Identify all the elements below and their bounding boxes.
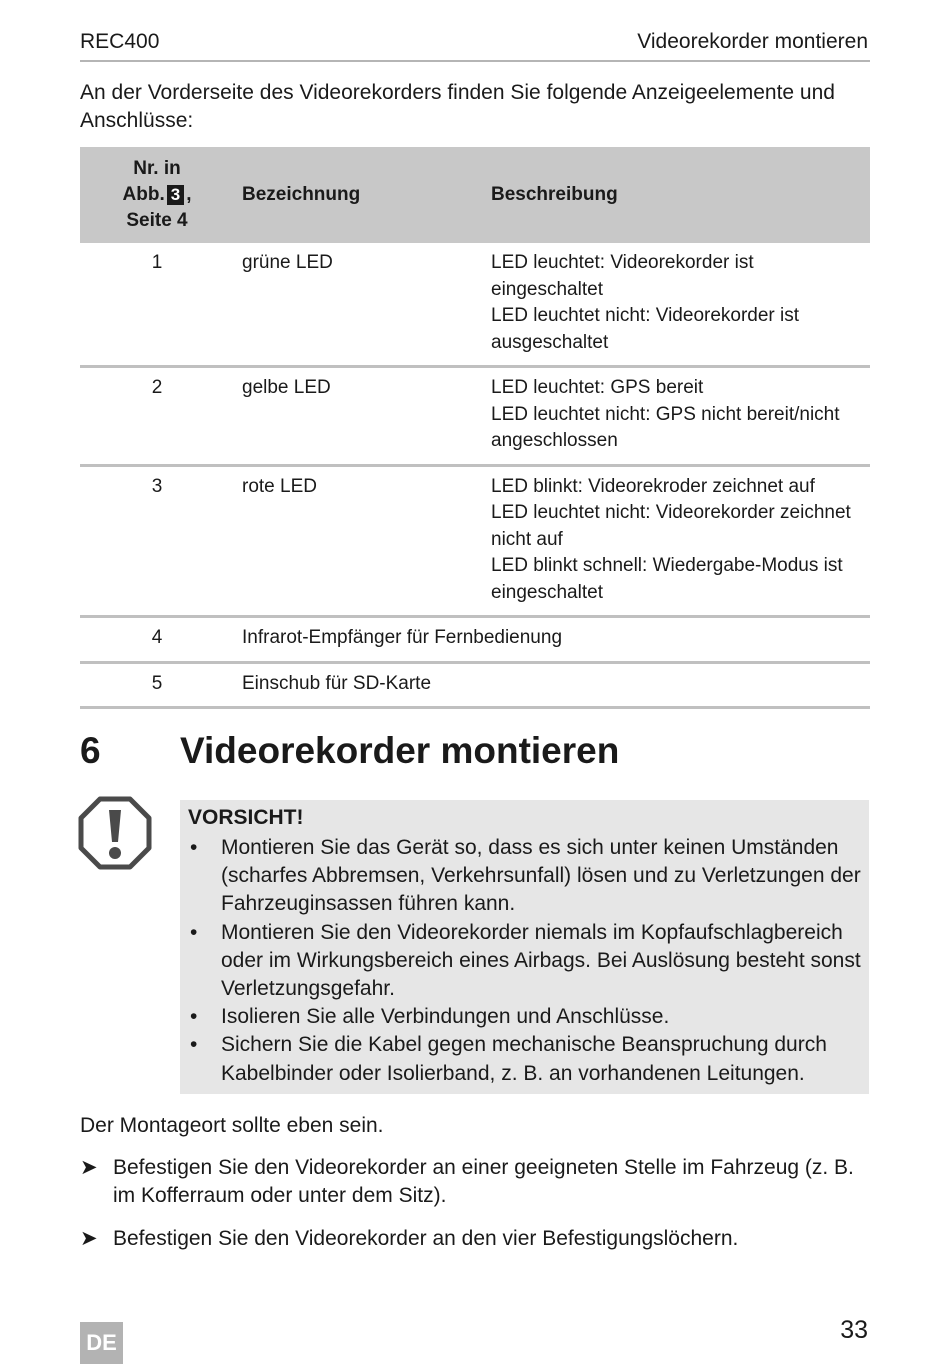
row-name: Infrarot-Empfänger für Fernbedienung	[234, 617, 870, 663]
table-row	[80, 465, 870, 617]
intro-paragraph: An der Vorderseite des Videorekorders finden Sie folgende Anzeigeelemente und Anschlüsse:	[80, 81, 835, 132]
desc-line: LED leuchtet nicht: Videorekorder zeichnet nicht auf	[491, 502, 851, 550]
list-item-text: Sichern Sie die Kabel gegen mechanische Beanspruchung durch Kabelbinder oder Isolierband, z. B. an vorhandenen Leitungen.	[221, 1033, 827, 1085]
row-desc	[491, 367, 870, 466]
header-nr-comma: ,	[186, 184, 192, 205]
caution-box	[180, 800, 869, 1094]
list-item-text: Isolieren Sie alle Verbindungen und Anschlüsse.	[221, 1005, 670, 1029]
table-header-row	[80, 147, 870, 243]
indicator-table	[80, 147, 870, 709]
row-nr: 3	[80, 465, 234, 617]
row-name: grüne LED	[234, 243, 491, 367]
row-nr: 4	[80, 617, 234, 663]
language-badge: DE	[80, 1322, 123, 1364]
row-nr: 2	[80, 367, 234, 466]
header-nr-line3: Seite 4	[126, 210, 188, 231]
list-item: • Montieren Sie das Gerät so, dass es sich unter keinen Umständen (scharfes Abbremsen, Verkehrsunfall) lösen und zu Verletzungen der Fahrzeuginsassen führen kann.	[190, 836, 861, 916]
desc-line: LED leuchtet: Videorekorder ist eingeschaltet	[491, 252, 754, 300]
list-item-text: Montieren Sie das Gerät so, dass es sich unter keinen Umständen (scharfes Abbremsen, Verkehrsunfall) lösen und zu Verletzungen der Fahrzeuginsassen führen kann.	[221, 836, 861, 916]
desc-line: LED leuchtet: GPS bereit	[491, 377, 704, 398]
page-header-right: Videorekorder montieren	[637, 30, 868, 53]
header-nr	[80, 147, 234, 243]
warning-octagon-icon	[78, 796, 152, 870]
row-desc	[491, 465, 870, 617]
instruction-step	[80, 1225, 870, 1253]
header-nr-line1: Nr. in	[133, 158, 181, 179]
mounting-note: Der Montageort sollte eben sein.	[80, 1114, 384, 1137]
row-nr: 1	[80, 243, 234, 367]
table-row	[80, 243, 870, 367]
row-desc	[491, 243, 870, 367]
page-number: 33	[840, 1316, 868, 1344]
header-name: Bezeichnung	[234, 147, 491, 243]
desc-line: LED blinkt schnell: Wiedergabe-Modus ist eingeschaltet	[491, 555, 843, 603]
page-header-left: REC400	[80, 30, 160, 53]
row-nr: 5	[80, 662, 234, 708]
caution-title: VORSICHT!	[188, 806, 304, 829]
desc-line: LED leuchtet nicht: Videorekorder ist ausgeschaltet	[491, 305, 800, 353]
list-item: • Isolieren Sie alle Verbindungen und Anschlüsse.	[190, 1005, 670, 1029]
caution-list	[188, 834, 861, 1088]
list-item-text: Montieren Sie den Videorekorder niemals im Kopfaufschlagbereich oder im Wirkungsbereich eines Airbags. Bei Auslösung besteht sonst Verletzungsgefahr.	[221, 920, 861, 1001]
list-item: • Sichern Sie die Kabel gegen mechanische Beanspruchung durch Kabelbinder oder Isolierband, z. B. an vorhandenen Leitungen.	[190, 1033, 827, 1085]
desc-line: LED blinkt: Videorekroder zeichnet auf	[491, 475, 815, 497]
figure-ref-badge: 3	[167, 185, 184, 205]
row-name: Einschub für SD-Karte	[234, 662, 870, 708]
table-row	[80, 367, 870, 466]
header-rule	[80, 60, 870, 62]
arrow-icon: ➤	[80, 1227, 98, 1250]
instruction-step	[80, 1154, 870, 1210]
header-desc: Beschreibung	[491, 147, 870, 243]
section-title: Videorekorder montieren	[180, 730, 620, 771]
step-text: Befestigen Sie den Videorekorder an den vier Befestigungslöchern.	[113, 1227, 739, 1250]
table-row	[80, 617, 870, 663]
list-item: • Montieren Sie den Videorekorder niemals im Kopfaufschlagbereich oder im Wirkungsbereich eines Airbags. Bei Auslösung besteht sonst Verletzungsgefahr.	[190, 920, 861, 1001]
table-row	[80, 662, 870, 708]
arrow-icon: ➤	[80, 1156, 98, 1179]
row-name: gelbe LED	[234, 367, 491, 466]
header-nr-abb: Abb.	[122, 184, 165, 205]
desc-line: LED leuchtet nicht: GPS nicht bereit/nicht angeschlossen	[491, 403, 840, 451]
step-text: Befestigen Sie den Videorekorder an einer geeigneten Stelle im Fahrzeug (z. B. im Kofferraum oder unter dem Sitz).	[113, 1156, 854, 1207]
row-name: rote LED	[234, 465, 491, 617]
section-number: 6	[80, 730, 101, 771]
